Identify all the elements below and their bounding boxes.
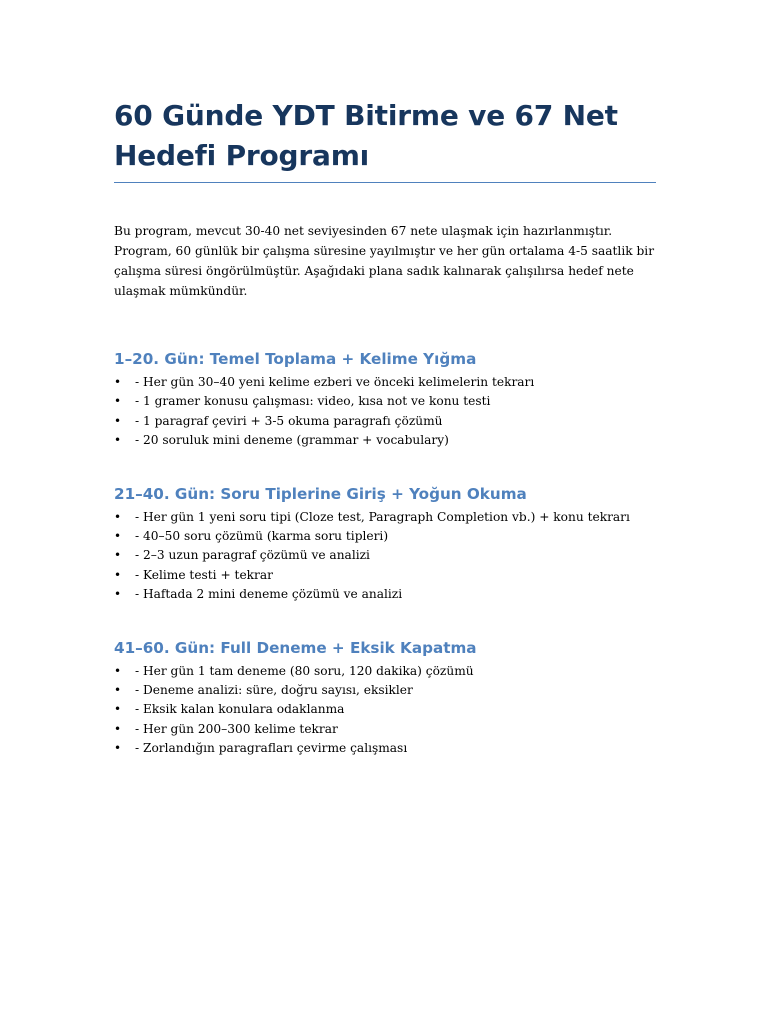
bullet-icon: •	[114, 702, 122, 717]
bullet-icon: •	[114, 683, 122, 698]
list-item-text: - 1 gramer konusu çalışması: video, kısa not ve konu testi	[135, 394, 491, 409]
section-days-21-40	[114, 484, 656, 605]
list-item	[114, 700, 656, 719]
list-item-text: - 40–50 soru çözümü (karma soru tipleri)	[135, 529, 389, 544]
bullet-icon: •	[114, 509, 122, 524]
list-item	[114, 431, 656, 450]
section-heading: 21–40. Gün: Soru Tiplerine Giriş + Yoğun Okuma	[114, 484, 527, 503]
list-item	[114, 392, 656, 411]
list-item-text: - Her gün 30–40 yeni kelime ezberi ve önceki kelimelerin tekrarı	[135, 375, 535, 389]
list-item-text: - Zorlandığın paragrafları çevirme çalışması	[135, 741, 408, 756]
bullet-icon: •	[114, 663, 122, 678]
task-list	[114, 508, 656, 605]
list-item-text: - Kelime testi + tekrar	[135, 567, 273, 582]
bullet-icon: •	[114, 721, 122, 736]
list-item-text: - Her gün 1 yeni soru tipi (Cloze test, Paragraph Completion vb.) + konu tekrarı	[135, 509, 630, 524]
list-item	[114, 508, 656, 527]
task-list	[114, 373, 656, 451]
list-item-text: - Her gün 200–300 kelime tekrar	[135, 721, 338, 736]
section-days-41-60	[114, 638, 656, 759]
bullet-icon: •	[114, 413, 122, 428]
list-item	[114, 546, 656, 565]
bullet-icon: •	[114, 741, 122, 756]
bullet-icon: •	[114, 529, 122, 544]
list-item-text: - Deneme analizi: süre, doğru sayısı, eksikler	[135, 683, 413, 698]
list-item	[114, 412, 656, 431]
list-item	[114, 527, 656, 546]
bullet-icon: •	[114, 433, 122, 448]
list-item	[114, 585, 656, 604]
list-item	[114, 662, 656, 681]
document-page	[114, 96, 656, 759]
intro-paragraph: Bu program, mevcut 30-40 net seviyesinden 67 nete ulaşmak için hazırlanmıştır. Program, 60 günlük bir çalışma süresine yayılmıştır ve her gün ortalama 4-5 saatlik bir çalışma süresi öngörülmüştür. Aşağıdaki plana sadık kalınarak çalışılırsa hedef nete ulaşmak mümkündür.	[114, 224, 655, 298]
section-heading: 1–20. Gün: Temel Toplama + Kelime Yığma	[114, 350, 477, 368]
list-item	[114, 739, 656, 758]
list-item-text: - Eksik kalan konulara odaklanma	[135, 702, 345, 717]
document-title: 60 Günde YDT Bitirme ve 67 Net Hedefi Programı	[114, 96, 656, 183]
list-item-text: - 1 paragraf çeviri + 3-5 okuma paragrafı çözümü	[135, 413, 443, 428]
task-list	[114, 662, 656, 759]
bullet-icon: •	[114, 394, 122, 409]
section-days-1-20	[114, 349, 656, 451]
list-item	[114, 720, 656, 739]
list-item	[114, 566, 656, 585]
bullet-icon: •	[114, 548, 122, 563]
bullet-icon: •	[114, 587, 122, 602]
list-item-text: - 2–3 uzun paragraf çözümü ve analizi	[135, 548, 370, 563]
list-item	[114, 373, 656, 392]
list-item-text: - 20 soruluk mini deneme (grammar + vocabulary)	[135, 433, 449, 448]
section-heading: 41–60. Gün: Full Deneme + Eksik Kapatma	[114, 638, 477, 657]
bullet-icon: •	[114, 375, 122, 389]
list-item	[114, 681, 656, 700]
list-item-text: - Haftada 2 mini deneme çözümü ve analizi	[135, 587, 403, 602]
list-item-text: - Her gün 1 tam deneme (80 soru, 120 dakika) çözümü	[135, 663, 474, 678]
bullet-icon: •	[114, 567, 122, 582]
